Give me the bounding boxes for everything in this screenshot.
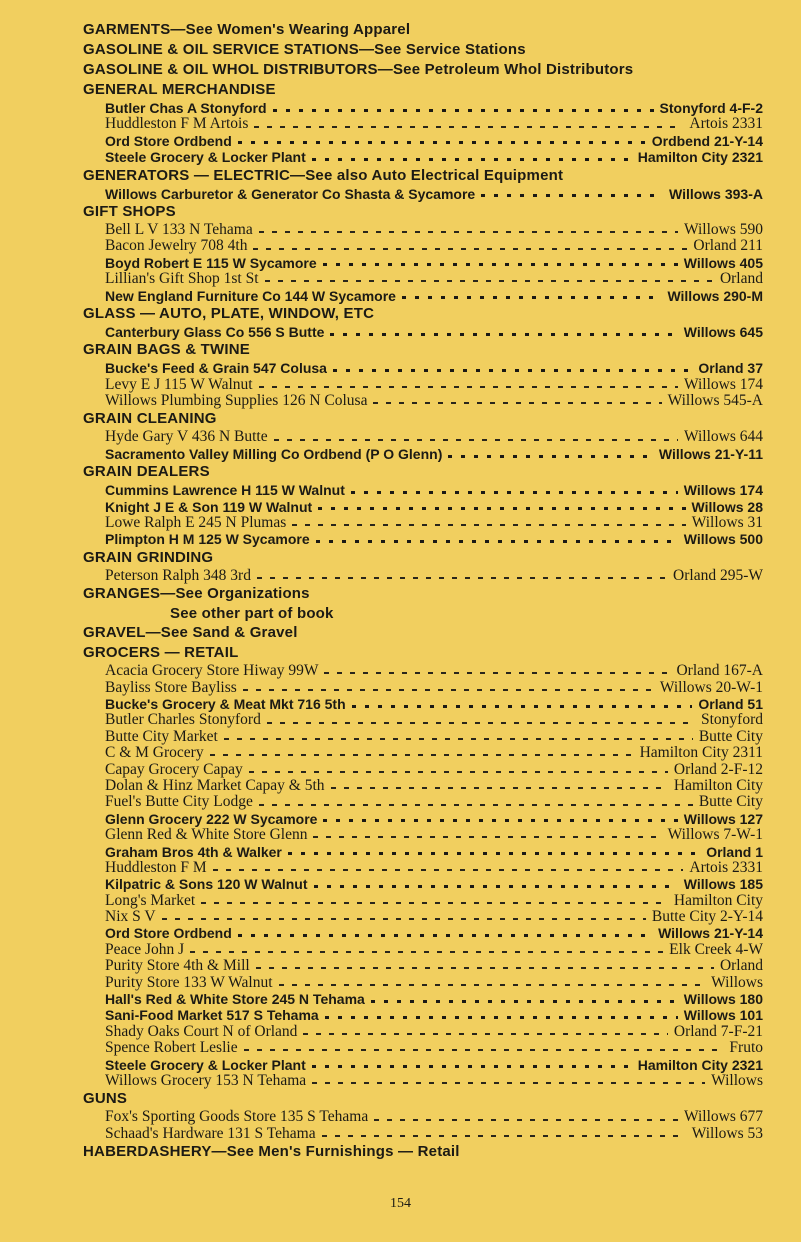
dot-leader [274,439,678,441]
listing-entry [83,712,763,728]
dot-leader [318,507,685,510]
listing-entry [83,958,763,974]
phone-location: Willows 21-Y-11 [658,445,763,462]
category-heading: GENERATORS — ELECTRIC—See also Auto Electrical Equipment [83,166,564,184]
listing-entry [83,811,763,827]
phone-location: Stonyford [701,711,763,729]
business-name: Spence Robert Leslie [105,1039,238,1057]
business-name: Bucke's Grocery & Meat Mkt 716 5th [105,695,346,712]
listing-entry [83,377,763,393]
phone-location: Orland [719,270,763,288]
business-name: Glenn Red & White Store Glenn [105,826,308,844]
dot-leader [256,967,714,969]
phone-location: Willows 644 [683,428,763,446]
business-name: Fuel's Butte City Lodge [105,793,253,811]
listing-entry [83,116,763,132]
phone-location: Willows 645 [683,323,763,340]
listing-entry [83,1057,763,1073]
category-heading: GASOLINE & OIL SERVICE STATIONS—See Service Stations [83,41,526,58]
dot-leader [312,158,632,161]
business-name: Willows Plumbing Supplies 126 N Colusa [105,392,368,410]
listing-entry [83,100,763,116]
business-name: Bell L V 133 N Tehama [105,220,253,238]
phone-location: Hamilton City 2321 [637,1056,763,1073]
business-name: Capay Grocery Capay [105,760,243,778]
category-heading: GUNS [83,1090,128,1108]
listing-entry [83,568,763,584]
business-name: Huddleston F M [105,858,207,876]
phone-location: Willows 405 [683,254,763,271]
dot-leader [257,577,667,579]
dot-leader [162,918,646,920]
phone-location: Willows [711,973,763,991]
category-heading: GRAIN GRINDING [83,548,214,566]
dot-leader [238,934,652,937]
business-name: Lowe Ralph E 245 N Plumas [105,514,287,532]
business-name: Hall's Red & White Store 245 N Tehama [105,991,365,1008]
dot-leader [316,540,678,543]
category-heading: GLASS — AUTO, PLATE, WINDOW, ETC [83,304,375,322]
phone-location: Willows 28 [691,498,763,515]
dot-leader [213,869,684,871]
category-heading: GROCERS — RETAIL [83,644,239,662]
business-name: Peterson Ralph 348 3rd [105,566,251,584]
phone-location: Willows 500 [683,531,763,548]
business-name: Ord Store Ordbend [105,132,232,149]
dot-leader [238,141,646,144]
listing-entry [83,1007,763,1023]
dot-leader [314,885,678,888]
listing-entry [83,860,763,876]
phone-location: Orland [719,957,763,975]
business-name: Willows Carburetor & Generator Co Shasta & Sycamore [105,185,476,202]
listing-entry [83,696,763,712]
phone-location: Orland 211 [693,237,763,255]
listing-entry [83,133,763,149]
listing-entry [83,324,763,340]
dot-leader [312,1065,632,1068]
listing-entry [83,893,763,909]
listing-entry [83,515,763,531]
dot-leader [224,738,693,740]
listing-entry [83,360,763,376]
dot-leader [254,126,683,128]
business-name: Plimpton H M 125 W Sycamore [105,531,310,548]
dot-leader [288,852,700,855]
dot-leader [330,333,677,336]
phone-location: Willows 677 [683,1108,763,1126]
business-name: Butler Chas A Stonyford [105,100,267,116]
listing-entry [83,1109,763,1125]
dot-leader [448,455,652,458]
phone-location: Willows 21-Y-14 [658,925,763,942]
listing-entry [83,288,763,304]
business-name: Butte City Market [105,727,218,745]
dot-leader [190,951,663,953]
business-name: Butler Charles Stonyford [105,711,261,729]
business-name: Shady Oaks Court N of Orland [105,1022,298,1040]
business-name: C & M Grocery [105,744,204,762]
dot-leader [303,1033,667,1035]
dot-leader [201,902,668,904]
dot-leader [259,804,693,806]
phone-location: Willows 174 [683,482,763,499]
business-name: Steele Grocery & Locker Plant [105,1056,306,1073]
listing-entry [83,925,763,941]
phone-location: Stonyford 4-F-2 [659,100,763,116]
business-name: Kilpatric & Sons 120 W Walnut [105,876,308,893]
business-name: Bayliss Store Bayliss [105,678,237,696]
dot-leader [373,402,661,404]
category-heading: GASOLINE & OIL WHOL DISTRIBUTORS—See Petroleum Whol Distributors [83,61,634,78]
phone-location: Fruto [729,1039,763,1057]
business-name: Lillian's Gift Shop 1st St [105,270,259,288]
phone-location: Willows 174 [683,375,763,393]
phone-location: Orland 1 [706,843,763,860]
phone-location: Orland 2-F-12 [673,760,763,778]
business-name: Purity Store 4th & Mill [105,957,250,975]
category-heading: GIFT SHOPS [83,202,176,220]
dot-leader [253,248,687,250]
phone-location: Orland 167-A [676,662,763,680]
listing-entry [83,778,763,794]
listing-entry [83,1073,763,1089]
dot-leader [325,1016,678,1019]
category-heading: GRAIN BAGS & TWINE [83,341,250,359]
phone-location: Willows 180 [683,991,763,1008]
business-name: Dolan & Hinz Market Capay & 5th [105,776,325,794]
business-name: Acacia Grocery Store Hiway 99W [105,662,319,680]
listing-entry [83,186,763,202]
business-name: New England Furniture Co 144 W Sycamore [105,287,396,304]
dot-leader [371,1000,678,1003]
phone-location: Hamilton City 2321 [637,149,763,166]
business-name: Hyde Gary V 436 N Butte [105,428,268,446]
business-name: Nix S V [105,908,156,926]
listing-entry [83,1024,763,1040]
category-heading: GRAIN DEALERS [83,463,210,481]
business-name: Glenn Grocery 222 W Sycamore [105,810,318,827]
dot-leader [323,819,677,822]
listing-entry [83,149,763,165]
listing-entry [83,222,763,238]
dot-leader [279,984,706,986]
listing-entry [83,1040,763,1056]
phone-location: Butte City [698,793,763,811]
dot-leader [333,369,692,372]
business-name: Sacramento Valley Milling Co Ordbend (P O Glenn) [105,445,443,462]
phone-location: Ordbend 21-Y-14 [651,132,763,149]
directory-listing [83,20,763,1162]
phone-location: Hamilton City [673,776,763,794]
phone-location: Willows 185 [683,876,763,893]
dot-leader [273,109,654,112]
business-name: Bacon Jewelry 708 4th [105,237,248,255]
category-heading: GRAIN CLEANING [83,410,217,428]
business-name: Bucke's Feed & Grain 547 Colusa [105,360,327,377]
listing-entry [83,876,763,892]
dot-leader [249,771,668,773]
dot-leader [313,836,661,838]
phone-location: Willows 31 [691,514,763,532]
phone-location: Willows 53 [691,1124,763,1142]
listing-entry [83,975,763,991]
listing-entry [83,531,763,547]
phone-location: Artois 2331 [689,858,763,876]
listing-entry [83,909,763,925]
dot-leader [292,524,685,526]
business-name: Huddleston F M Artois [105,115,249,133]
listing-entry [83,942,763,958]
listing-entry [83,794,763,810]
phone-location: Butte City [698,727,763,745]
dot-leader [312,1082,705,1084]
category-heading: GARMENTS—See Women's Wearing Apparel [83,21,411,38]
dot-leader [259,231,678,233]
listing-entry [83,663,763,679]
dot-leader [402,296,661,299]
business-name: Ord Store Ordbend [105,925,232,942]
dot-leader [351,491,678,494]
category-heading: GRANGES—See Organizations [83,585,310,603]
listing-entry [83,482,763,498]
business-name: Long's Market [105,891,196,909]
category-heading: GENERAL MERCHANDISE [83,81,276,98]
phone-location: Willows [711,1071,763,1089]
listing-entry [83,393,763,409]
dot-leader [323,263,678,266]
dot-leader [244,1049,724,1051]
phone-location: Willows 127 [683,810,763,827]
business-name: Sani-Food Market 517 S Tehama [105,1007,319,1024]
listing-entry [83,255,763,271]
business-name: Purity Store 133 W Walnut [105,973,273,991]
dot-leader [322,1135,686,1137]
listing-entry [83,499,763,515]
business-name: Fox's Sporting Goods Store 135 S Tehama [105,1108,369,1126]
phone-location: Willows 545-A [667,392,763,410]
phone-location: Butte City 2-Y-14 [651,908,763,926]
phone-location: Willows 20-W-1 [659,678,763,696]
listing-entry [83,680,763,696]
listing-entry [83,238,763,254]
category-heading: GRAVEL—See Sand & Gravel [83,624,298,642]
listing-entry [83,745,763,761]
dot-leader [481,194,663,197]
phone-location: Orland 37 [698,360,763,377]
listing-entry [83,271,763,287]
category-note: See other part of book [170,605,334,623]
phone-location: Orland 7-F-21 [673,1022,763,1040]
listing-entry [83,729,763,745]
dot-leader [265,280,714,282]
business-name: Willows Grocery 153 N Tehama [105,1071,307,1089]
business-name: Cummins Lawrence H 115 W Walnut [105,482,345,499]
listing-entry [83,762,763,778]
phone-location: Hamilton City [673,891,763,909]
listing-entry [83,991,763,1007]
phone-location: Willows 590 [683,220,763,238]
phone-location: Elk Creek 4-W [669,940,763,958]
listing-entry [83,446,763,462]
dot-leader [352,705,693,708]
dot-leader [259,386,678,388]
listing-entry [83,429,763,445]
listing-entry [83,827,763,843]
category-heading: HABERDASHERY—See Men's Furnishings — Retail [83,1143,460,1161]
phone-location: Hamilton City 2311 [639,744,763,762]
dot-leader [374,1119,678,1121]
business-name: Levy E J 115 W Walnut [105,375,253,393]
business-name: Steele Grocery & Locker Plant [105,149,306,166]
dot-leader [267,722,695,724]
business-name: Boyd Robert E 115 W Sycamore [105,254,317,271]
phone-location: Orland 295-W [673,566,763,584]
listing-entry [83,1126,763,1142]
dot-leader [324,672,670,674]
phone-location: Orland 51 [698,695,763,712]
business-name: Peace John J [105,940,185,958]
dot-leader [210,754,634,756]
phone-location: Willows 7-W-1 [667,826,763,844]
phone-location: Willows 290-M [667,287,763,304]
listing-entry [83,844,763,860]
dot-leader [243,689,654,691]
page-number: 154 [390,1196,411,1211]
business-name: Knight J E & Son 119 W Walnut [105,498,313,515]
dot-leader [331,787,668,789]
phone-location: Artois 2331 [689,115,763,133]
business-name: Schaad's Hardware 131 S Tehama [105,1124,316,1142]
business-name: Canterbury Glass Co 556 S Butte [105,323,325,340]
phone-location: Willows 101 [683,1007,763,1024]
phone-location: Willows 393-A [668,185,763,202]
business-name: Graham Bros 4th & Walker [105,843,282,860]
